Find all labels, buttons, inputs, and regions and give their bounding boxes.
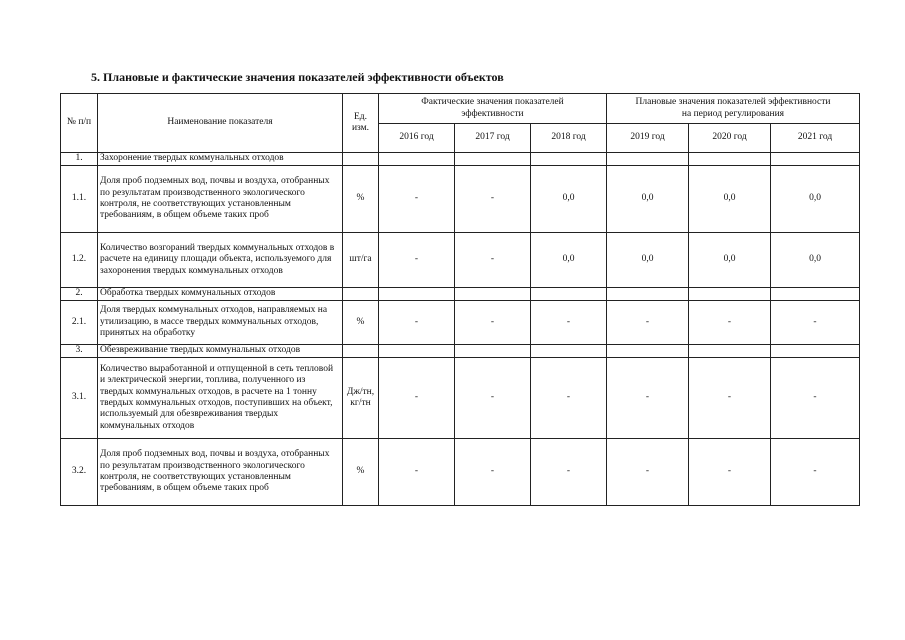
table-row xyxy=(61,233,860,288)
row-value: - xyxy=(455,358,531,439)
row-value: - xyxy=(455,439,531,506)
row-value: - xyxy=(689,358,771,439)
header-plan-line1: Плановые значения показателей эффективности xyxy=(635,96,831,107)
row-value: - xyxy=(689,439,771,506)
table-row xyxy=(61,439,860,506)
row-value xyxy=(771,345,860,358)
row-name: Доля твердых коммунальных отходов, направляемых на утилизацию, в массе твердых коммунальных отходов, принятых на обработку xyxy=(98,301,343,345)
row-value: 0,0 xyxy=(771,166,860,233)
header-year: 2017 год xyxy=(455,124,531,153)
table-row xyxy=(61,345,860,358)
row-unit: % xyxy=(343,166,379,233)
header-actual-line1: Фактические значения показателей xyxy=(421,96,564,107)
row-value: - xyxy=(379,166,455,233)
row-value: - xyxy=(607,358,689,439)
row-name: Доля проб подземных вод, почвы и воздуха, отобранных по результатам производственного экологического контроля, не соответствующих установленным требованиям, в общем объеме таких проб xyxy=(98,166,343,233)
row-value: - xyxy=(771,439,860,506)
row-num: 1.1. xyxy=(61,166,98,233)
row-value: - xyxy=(771,301,860,345)
row-unit xyxy=(343,288,379,301)
document-heading: 5. Плановые и фактические значения показателей эффективности объектов xyxy=(91,70,504,84)
row-value: - xyxy=(531,358,607,439)
row-value: - xyxy=(531,301,607,345)
row-value: - xyxy=(607,439,689,506)
header-actual-line2: эффективности xyxy=(461,108,524,119)
table-row xyxy=(61,153,860,166)
row-value: - xyxy=(771,358,860,439)
header-year: 2018 год xyxy=(531,124,607,153)
table-row xyxy=(61,301,860,345)
row-value xyxy=(531,288,607,301)
row-value: - xyxy=(379,301,455,345)
row-value: 0,0 xyxy=(771,233,860,288)
header-unit: Ед. изм. xyxy=(343,94,379,153)
row-value xyxy=(689,345,771,358)
header-year: 2021 год xyxy=(771,124,860,153)
row-value: - xyxy=(379,358,455,439)
row-value: 0,0 xyxy=(607,166,689,233)
table-row xyxy=(61,166,860,233)
header-num: № п/п xyxy=(61,94,98,153)
row-unit xyxy=(343,153,379,166)
row-value xyxy=(455,288,531,301)
row-name: Доля проб подземных вод, почвы и воздуха, отобранных по результатам производственного экологического контроля, не соответствующих установленным требованиям, в общем объеме таких проб xyxy=(98,439,343,506)
row-value xyxy=(689,288,771,301)
row-num: 3.2. xyxy=(61,439,98,506)
row-name: Количество выработанной и отпущенной в сеть тепловой и электрической энергии, топлива, полученного из твердых коммунальных отходов, в расчете на 1 тонну твердых коммунальных отходов, поступивших на объект, используемый для обезвреживания твердых коммунальных отходов xyxy=(98,358,343,439)
row-num: 3. xyxy=(61,345,98,358)
row-value xyxy=(607,345,689,358)
header-year: 2020 год xyxy=(689,124,771,153)
row-unit: шт/га xyxy=(343,233,379,288)
header-plan-line2: на период регулирования xyxy=(681,108,785,119)
row-value: 0,0 xyxy=(531,233,607,288)
row-unit: Дж/тн, кг/тн xyxy=(343,358,379,439)
table-body xyxy=(61,153,860,506)
row-value xyxy=(455,345,531,358)
row-unit: % xyxy=(343,439,379,506)
header-name: Наименование показателя xyxy=(98,94,343,153)
row-value xyxy=(379,288,455,301)
header-actual-group xyxy=(379,94,607,124)
row-value xyxy=(689,153,771,166)
row-name: Захоронение твердых коммунальных отходов xyxy=(98,153,343,166)
row-value: 0,0 xyxy=(689,166,771,233)
row-value xyxy=(379,345,455,358)
header-year: 2019 год xyxy=(607,124,689,153)
row-value: 0,0 xyxy=(531,166,607,233)
row-num: 2. xyxy=(61,288,98,301)
row-value: - xyxy=(689,301,771,345)
table-header xyxy=(61,94,860,153)
row-num: 1.2. xyxy=(61,233,98,288)
table-row xyxy=(61,358,860,439)
row-value xyxy=(531,153,607,166)
row-value: - xyxy=(379,233,455,288)
row-name: Количество возгораний твердых коммунальных отходов в расчете на единицу площади объекта, используемого для захоронения твердых коммунальных отходов xyxy=(98,233,343,288)
row-value: 0,0 xyxy=(607,233,689,288)
table-row xyxy=(61,288,860,301)
header-plan-group xyxy=(607,94,860,124)
row-value xyxy=(771,153,860,166)
header-year: 2016 год xyxy=(379,124,455,153)
row-value: 0,0 xyxy=(689,233,771,288)
row-num: 3.1. xyxy=(61,358,98,439)
row-value: - xyxy=(607,301,689,345)
row-unit: % xyxy=(343,301,379,345)
row-num: 2.1. xyxy=(61,301,98,345)
row-value: - xyxy=(455,301,531,345)
row-value: - xyxy=(455,233,531,288)
row-value: - xyxy=(531,439,607,506)
row-value xyxy=(607,153,689,166)
row-unit xyxy=(343,345,379,358)
row-value: - xyxy=(455,166,531,233)
row-value xyxy=(379,153,455,166)
row-value xyxy=(607,288,689,301)
row-name: Обезвреживание твердых коммунальных отходов xyxy=(98,345,343,358)
row-value xyxy=(531,345,607,358)
row-num: 1. xyxy=(61,153,98,166)
row-value xyxy=(455,153,531,166)
row-name: Обработка твердых коммунальных отходов xyxy=(98,288,343,301)
row-value: - xyxy=(379,439,455,506)
row-value xyxy=(771,288,860,301)
indicators-table xyxy=(60,93,860,506)
